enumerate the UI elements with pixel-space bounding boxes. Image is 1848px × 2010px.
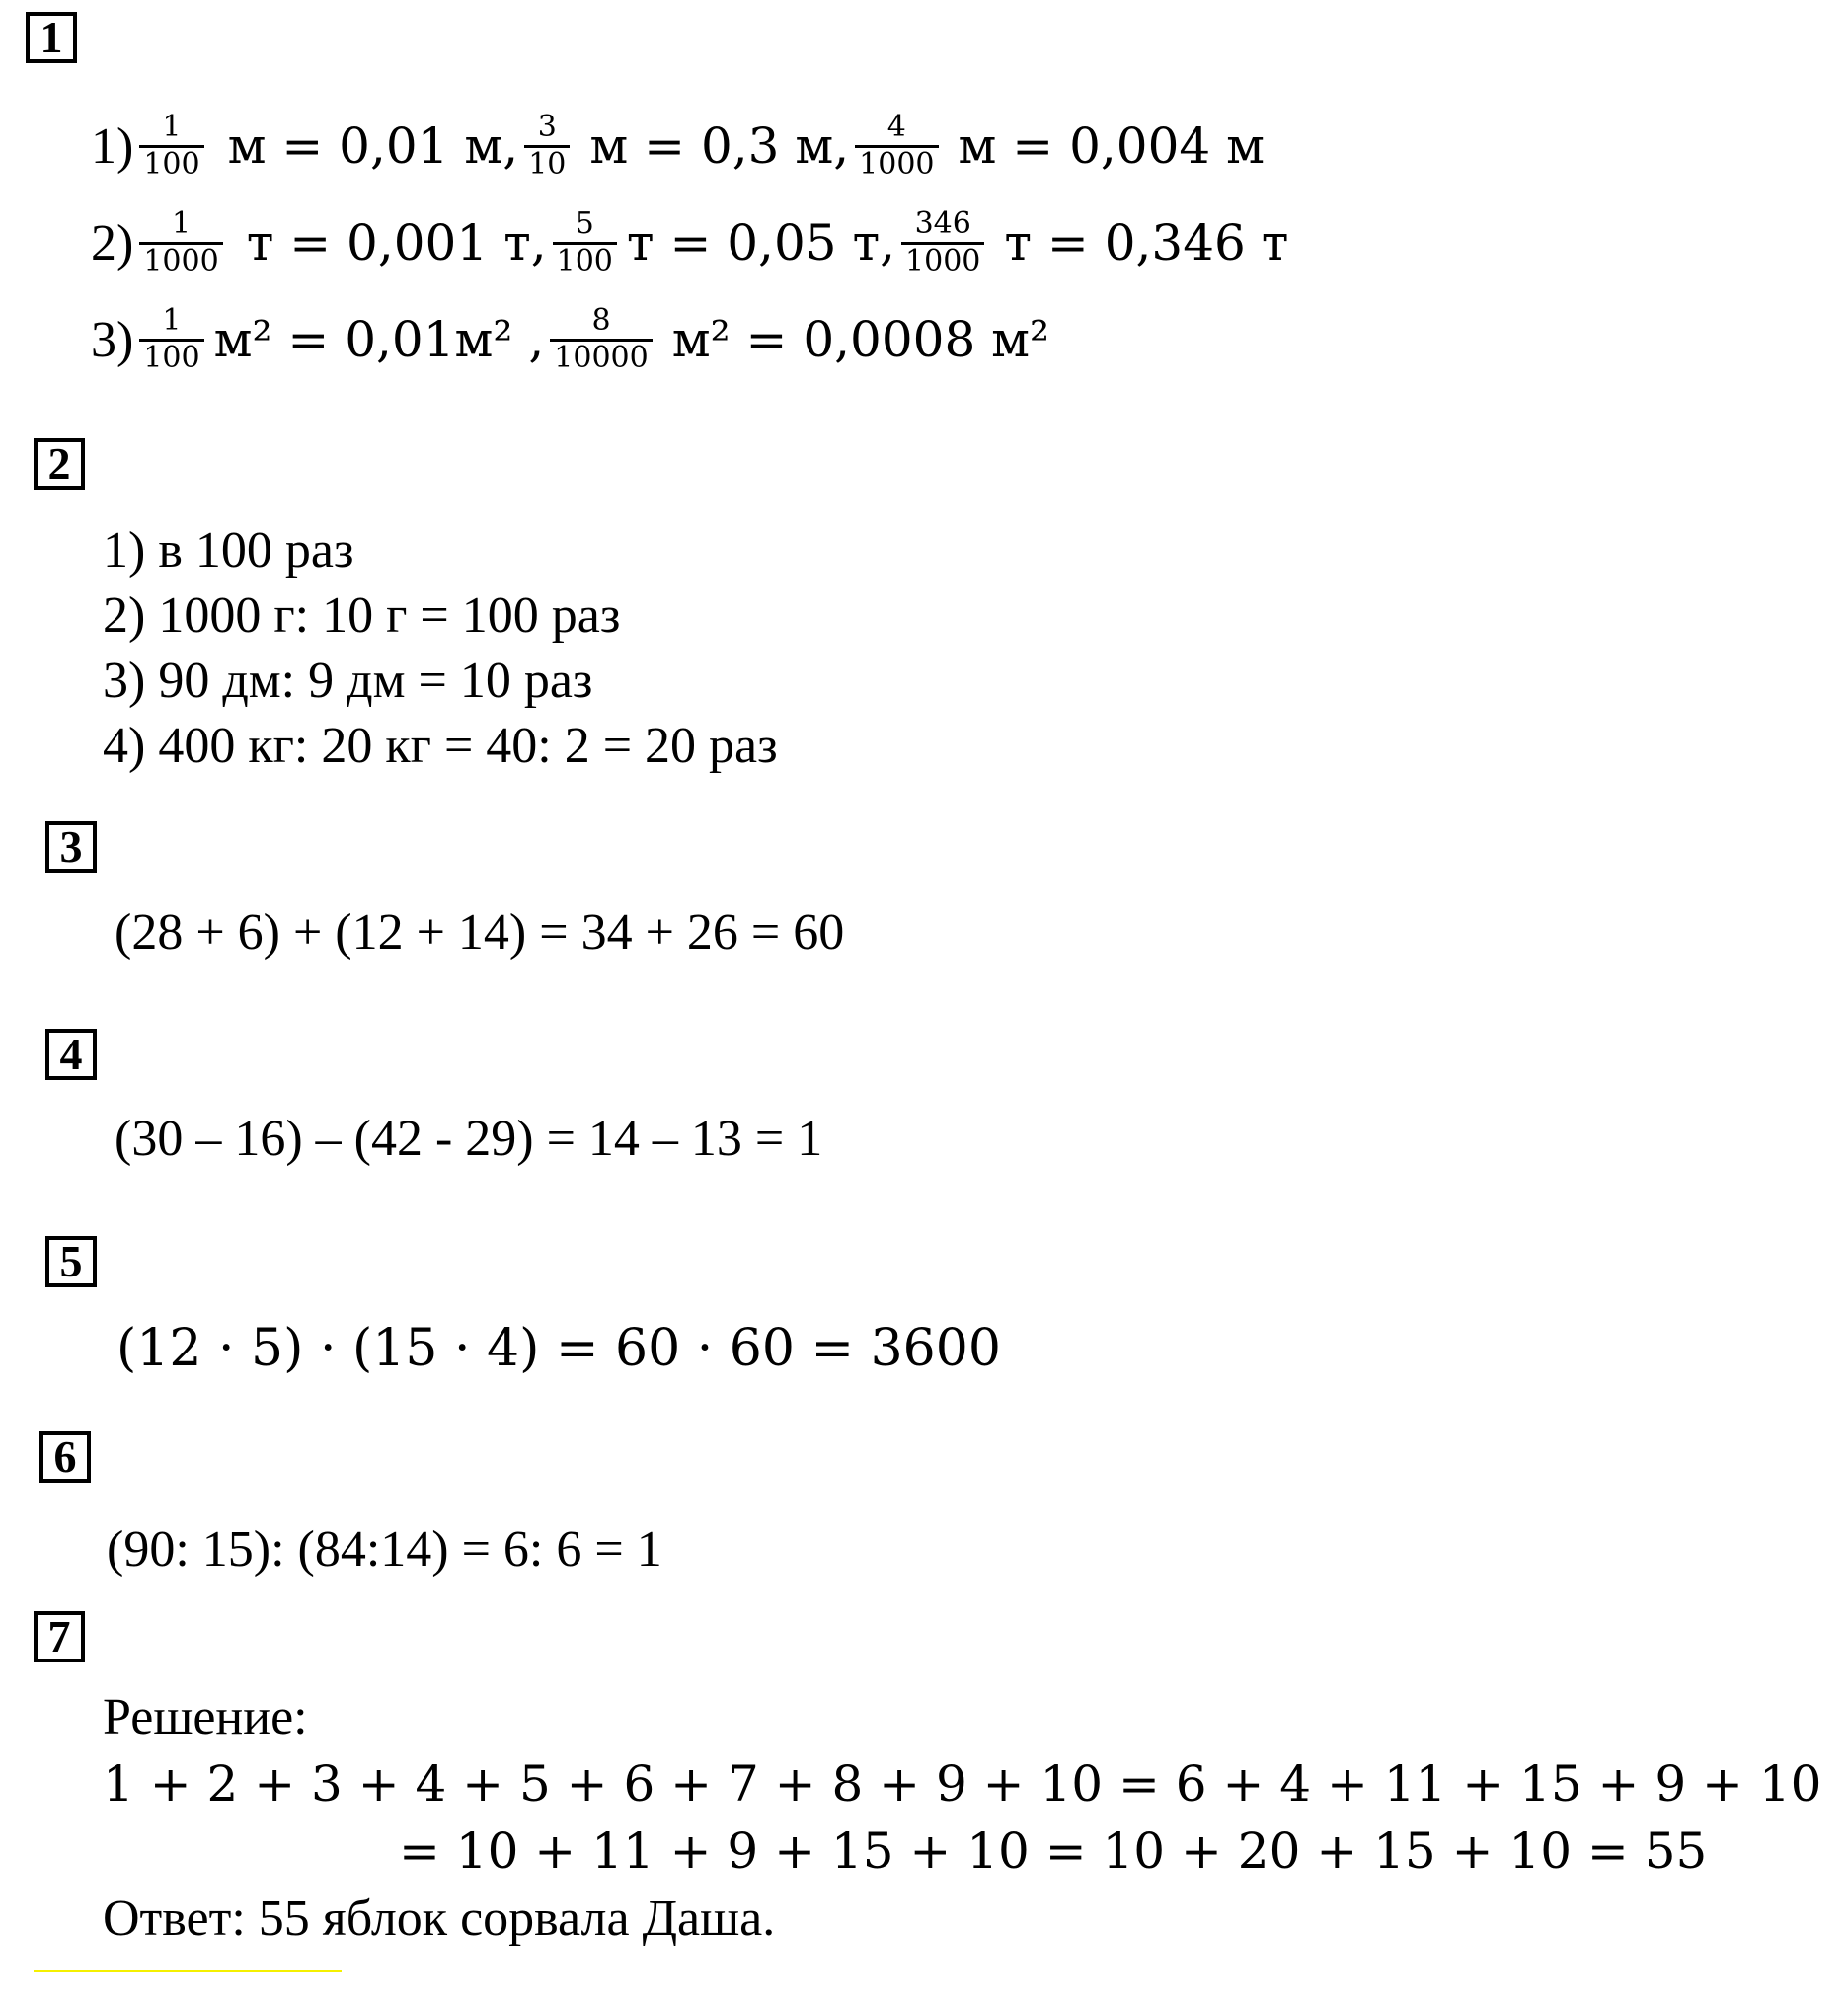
task-number-3: 3 bbox=[45, 821, 97, 873]
expression-text: т = 0,001 т, bbox=[246, 214, 547, 271]
task1-line-1 bbox=[91, 111, 1265, 182]
fraction bbox=[855, 111, 938, 182]
fraction bbox=[901, 207, 984, 278]
task5-expression: (12 · 5) · (15 · 4) = 60 · 60 = 3600 bbox=[116, 1319, 1001, 1378]
numerator: 1 bbox=[162, 303, 182, 338]
task-number-6: 6 bbox=[39, 1431, 91, 1483]
expression-text: м = 0,01 м, bbox=[227, 117, 519, 175]
fraction bbox=[139, 304, 203, 375]
item-label: 3) bbox=[91, 311, 134, 368]
numerator: 1 bbox=[162, 110, 182, 144]
task6-expression: (90: 15): (84:14) = 6: 6 = 1 bbox=[107, 1521, 662, 1578]
task-number-7: 7 bbox=[34, 1611, 85, 1662]
denominator: 100 bbox=[139, 145, 203, 183]
numerator: 3 bbox=[537, 110, 557, 144]
task1-line-2 bbox=[91, 207, 1288, 278]
task2-line-1: 1) в 100 раз bbox=[103, 522, 354, 579]
answer-underline bbox=[34, 1970, 342, 1972]
denominator: 1000 bbox=[901, 242, 984, 279]
task2-line-2: 2) 1000 г: 10 г = 100 раз bbox=[103, 587, 621, 644]
task2-line-4: 4) 400 кг: 20 кг = 40: 2 = 20 раз bbox=[103, 718, 778, 774]
task-number-5: 5 bbox=[45, 1236, 97, 1287]
fraction bbox=[550, 304, 652, 375]
task-number-2: 2 bbox=[34, 438, 85, 490]
task-number-1: 1 bbox=[26, 12, 77, 63]
expression-text: т = 0,346 т bbox=[1004, 214, 1289, 271]
expression-text: м² = 0,01м² , bbox=[213, 311, 545, 368]
fraction bbox=[139, 111, 203, 182]
numerator: 4 bbox=[886, 110, 906, 144]
task3-expression: (28 + 6) + (12 + 14) = 34 + 26 = 60 bbox=[115, 904, 845, 961]
item-label: 1) bbox=[91, 117, 134, 175]
task7-line-1: 1 + 2 + 3 + 4 + 5 + 6 + 7 + 8 + 9 + 10 = 6 + 4 + 11 + 15 + 9 + 10 bbox=[103, 1755, 1822, 1813]
expression-text: м² = 0,0008 м² bbox=[671, 311, 1050, 368]
expression-text: т = 0,05 т, bbox=[626, 214, 896, 271]
denominator: 10 bbox=[524, 145, 570, 183]
fraction bbox=[139, 207, 222, 278]
task7-line-2: = 10 + 11 + 9 + 15 + 10 = 10 + 20 + 15 + 10 = 55 bbox=[399, 1822, 1708, 1880]
task1-line-3 bbox=[91, 304, 1049, 375]
expression-text: м = 0,004 м bbox=[958, 117, 1266, 175]
denominator: 100 bbox=[139, 339, 203, 376]
task-number-4: 4 bbox=[45, 1029, 97, 1080]
denominator: 1000 bbox=[855, 145, 938, 183]
denominator: 100 bbox=[553, 242, 617, 279]
task7-answer: Ответ: 55 яблок сорвала Даша. bbox=[103, 1891, 776, 1947]
numerator: 8 bbox=[591, 303, 611, 338]
item-label: 2) bbox=[91, 214, 134, 271]
task4-expression: (30 – 16) – (42 - 29) = 14 – 13 = 1 bbox=[115, 1111, 823, 1167]
task7-heading: Решение: bbox=[103, 1689, 308, 1745]
fraction bbox=[553, 207, 617, 278]
numerator: 5 bbox=[575, 206, 594, 241]
numerator: 1 bbox=[171, 206, 192, 241]
fraction bbox=[524, 111, 570, 182]
numerator: 346 bbox=[914, 206, 971, 241]
task2-line-3: 3) 90 дм: 9 дм = 10 раз bbox=[103, 653, 593, 709]
expression-text: м = 0,3 м, bbox=[589, 117, 850, 175]
denominator: 10000 bbox=[550, 339, 652, 376]
denominator: 1000 bbox=[139, 242, 222, 279]
